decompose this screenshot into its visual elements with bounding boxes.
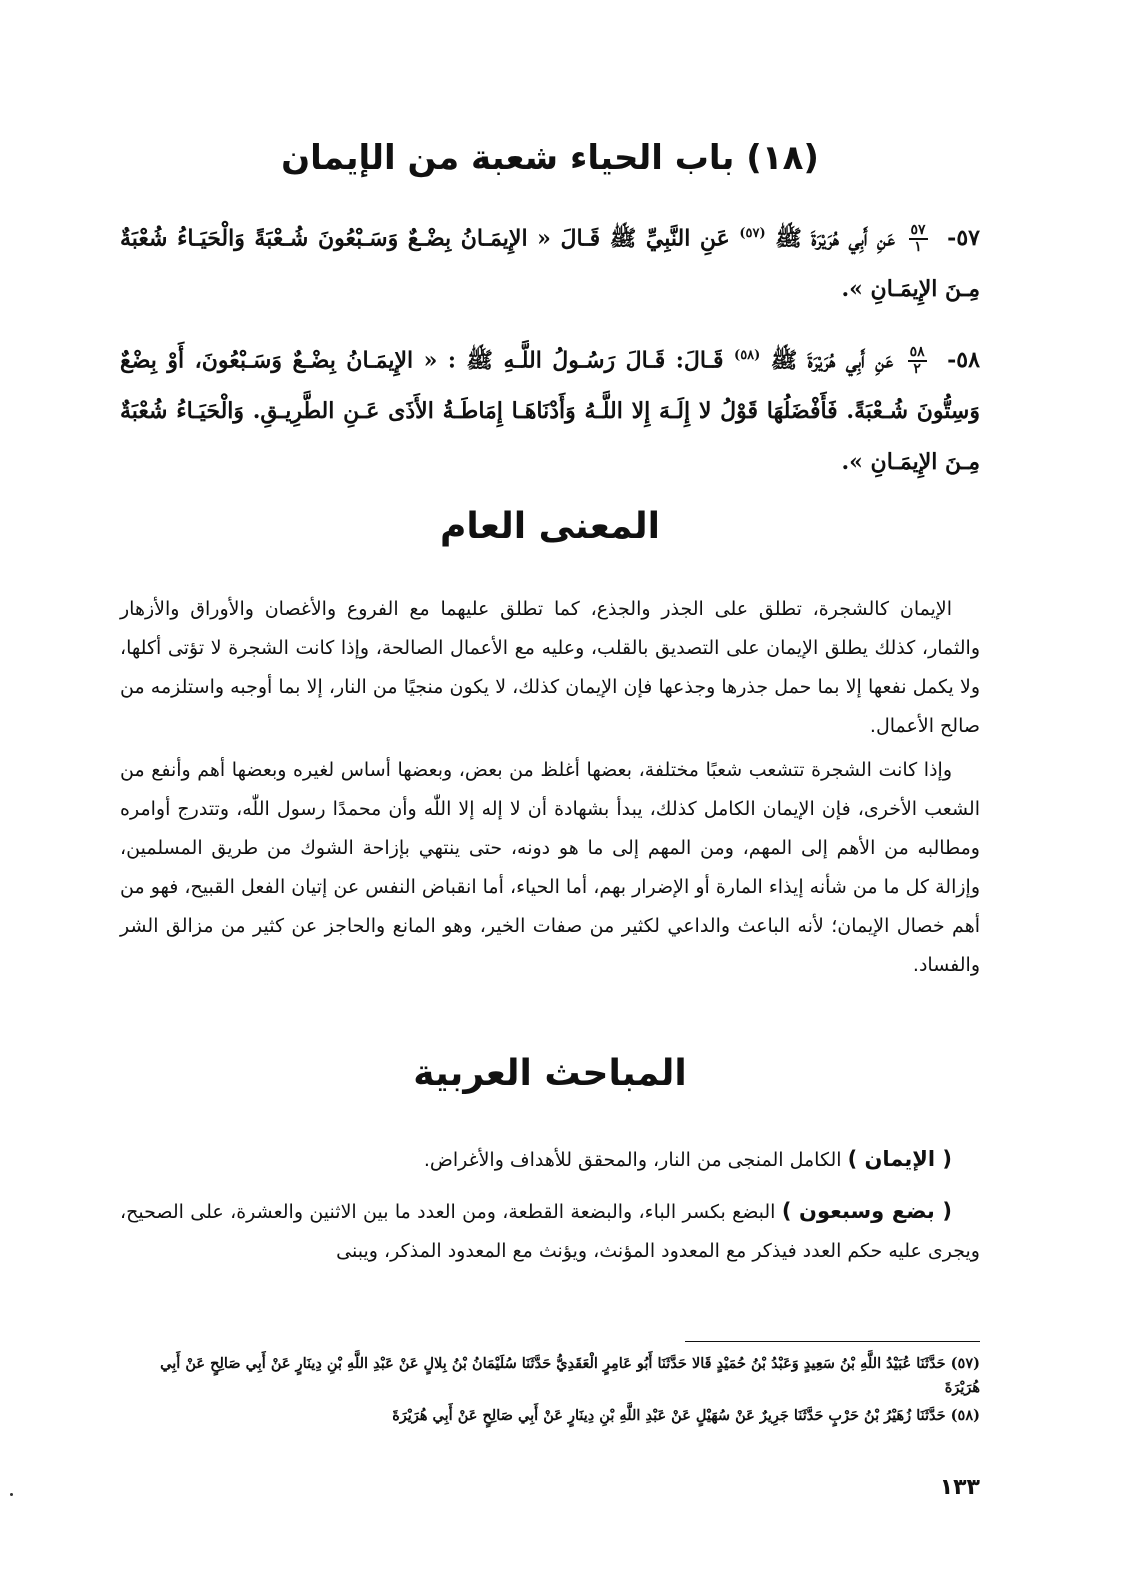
hadith-reference bbox=[909, 223, 928, 255]
radiallahu-glyph: ﷺ bbox=[775, 225, 802, 252]
topic-text: البضع بكسر الباء، والبضعة القطعة، ومن العدد ما بين الاثنين والعشرة، على الصحيح، ويجرى عليه حكم العدد فيذكر مع المعدود المؤنث، ويؤنث مع المعدود المذكر، ويبنى bbox=[120, 1201, 980, 1262]
hadith-57 bbox=[120, 208, 980, 315]
footnote-divider bbox=[685, 1341, 980, 1342]
topic-entry bbox=[120, 1140, 980, 1180]
page-number: ١٣٣ bbox=[939, 1475, 980, 1500]
footnote-marker: (٥٧) bbox=[739, 226, 766, 241]
hadith-number: ٥٧- bbox=[947, 225, 980, 252]
topic-text: الكامل المنجى من النار، والمحقق للأهداف والأغراض. bbox=[423, 1149, 842, 1171]
hadith-58 bbox=[120, 330, 980, 488]
topic-term: ( الإيمان ) bbox=[847, 1147, 952, 1171]
scan-speck bbox=[10, 1493, 13, 1496]
footnote-58: (٥٨) حَدَّثَنَا زُهَيْرُ بْنُ حَرْبٍ حَدَّثَنَا جَرِيرٌ عَنْ سُهَيْلٍ عَنْ عَبْدِ اللَّهِ بْنِ دِينَارٍ عَنْ أَبِي صَالِحٍ عَنْ أَبِي هُرَيْرَةَ bbox=[392, 1407, 980, 1424]
topic-entry bbox=[120, 1192, 980, 1271]
footnotes bbox=[120, 1352, 980, 1432]
topic-term: ( بضع وسبعون ) bbox=[781, 1199, 952, 1223]
chapter-title: (١٨) باب الحياء شعبة من الإيمان bbox=[281, 138, 819, 178]
hadith-number: ٥٨- bbox=[947, 347, 980, 374]
paragraph: الإيمان كالشجرة، تطلق على الجذر والجذع، كما تطلق عليهما مع الفروع والأغصان والأوراق والأزهار والثمار، كذلك يطلق الإيمان على التصديق بالقلب، وعليه مع الأعمال الصالحة، وإذا كانت الشجرة لا تؤتى أكلها، ولا يكمل نفعها إلا بما حمل جذرها وجذعها فإن الإيمان كذلك، لا يكون منجيًا من النار، إلا بما أوجبه واستلزمه من صالح الأعمال. bbox=[120, 598, 980, 737]
reference-top: ٥٨ bbox=[909, 344, 925, 361]
hadith-text: عَنِ النَّبِيِّ ﷺ قَـالَ « الإِيمَـانُ بِضْـعٌ وَسَـبْعُونَ شُـعْبَةً وَالْحَيَـاءُ شُعْبَةٌ مِـنَ الإِيمَـانِ ». bbox=[120, 225, 980, 303]
paragraph: وإذا كانت الشجرة تتشعب شعبًا مختلفة، بعضها أغلظ من بعض، وبعضها أساس لغيره وبعضها أهم وأنفع من الشعب الأخرى، فإن الإيمان الكامل كذلك، يبدأ بشهادة أن لا إله إلا اللّٰه وأن محمدًا رسول اللّٰه، وتتدرج أوامره ومطالبه من الأهم إلى المهم، ومن المهم إلى ما هو دونه، حتى ينتهي بإزاحة الشوك من طريق المسلمين، وإزالة كل ما من شأنه إيذاء المارة أو الإضرار بهم، أما الحياء، أما انقباض النفس عن إتيان الفعل القبيح، فهو من أهم خصال الإيمان؛ لأنه الباعث والداعي لكثير من صفات الخير، وهو المانع والحاجز عن كثير من مزالق الشر والفساد. bbox=[120, 759, 980, 976]
hadith-narrator: عَنِ أَبِي هُرَيْرَةَ bbox=[807, 347, 894, 374]
arabic-topics-body bbox=[120, 1140, 980, 1276]
footnote-57: (٥٧) حَدَّثَنَا عُبَيْدُ اللَّهِ بْنُ سَعِيدٍ وَعَبْدُ بْنُ حُمَيْدٍ قَالا حَدَّثَنَا أَبُو عَامِرٍ الْعَقَدِيُّ حَدَّثَنَا سُلَيْمَانُ بْنُ بِلالٍ عَنْ عَبْدِ اللَّهِ بْنِ دِينَارٍ عَنْ أَبِي صَالِحٍ عَنْ أَبِي هُرَيْرَةَ bbox=[160, 1355, 980, 1396]
hadith-text: قَـالَ: قَـالَ رَسُـولُ اللَّـهِ ﷺ : « الإِيمَـانُ بِضْـعٌ وَسَـبْعُونَ، أَوْ بِضْعٌ وَسِتُّونَ شُـعْبَةً. فَأَفْضَلُهَا قَوْلُ لا إِلَـهَ إِلا اللَّـهُ وَأَدْنَاهَـا إِمَاطَـةُ الأَذَى عَـنِ الطَّرِيـقِ. وَالْحَيَـاءُ شُعْبَةٌ مِـنَ الإِيمَـانِ ». bbox=[120, 347, 980, 476]
book-page bbox=[120, 0, 980, 1580]
hadith-narrator: عَنِ أَبِي هُرَيْرَةَ bbox=[811, 225, 895, 252]
footnote-marker: (٥٨) bbox=[734, 348, 761, 363]
reference-top: ٥٧ bbox=[910, 222, 926, 239]
hadith-reference bbox=[908, 345, 927, 377]
section-heading-arabic-topics: المباحث العربية bbox=[413, 1053, 687, 1094]
reference-bottom: ٢ bbox=[913, 361, 921, 378]
reference-bottom: ١ bbox=[914, 239, 922, 256]
general-meaning-body bbox=[120, 590, 980, 990]
section-heading-general-meaning: المعنى العام bbox=[439, 506, 661, 547]
radiallahu-glyph: ﷺ bbox=[770, 347, 798, 374]
